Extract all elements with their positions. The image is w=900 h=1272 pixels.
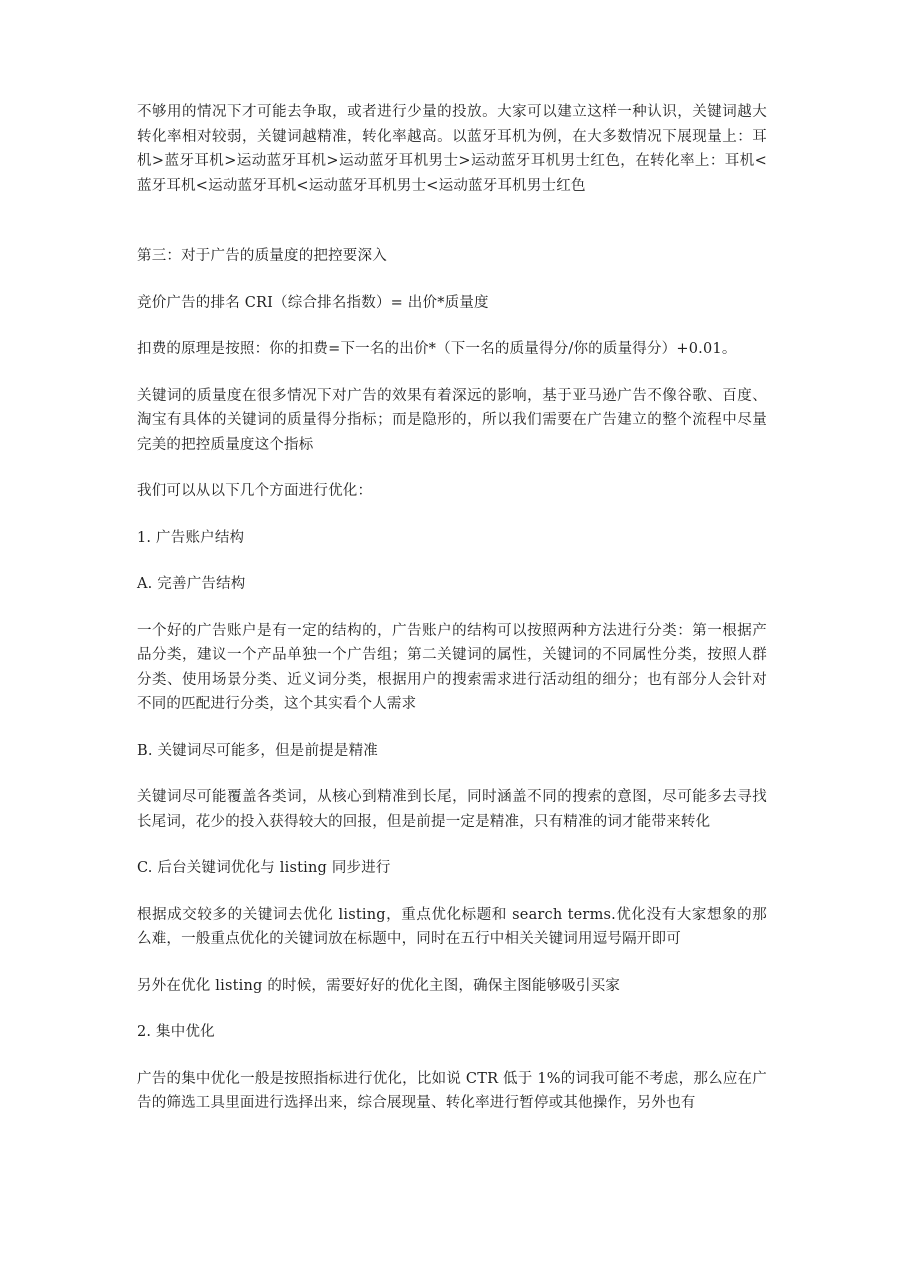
paragraph-main-image: 另外在优化 listing 的时候，需要好好的优化主图，确保主图能够吸引买家 <box>137 977 621 994</box>
document-body <box>137 100 767 1116</box>
paragraph-listing-optimization: 根据成交较多的关键词去优化 listing，重点优化标题和 search terms.优化没有大家想象的那么难，一般重点优化的关键词放在标题中，同时在五行中相关关键词用逗号隔开即可 <box>137 906 767 947</box>
paragraph-account-structure: 一个好的广告账户是有一定的结构的，广告账户的结构可以按照两种方法进行分类：第一根据产品分类，建议一个产品单独一个广告组；第二关键词的属性，关键词的不同属性分类，按照人群分类、使用场景分类、近义词分类，根据用户的搜索需求进行活动组的细分；也有部分人会针对不同的匹配进行分类，这个其实看个人需求 <box>137 622 767 712</box>
paragraph-keyword-coverage: 关键词尽可能覆盖各类词，从核心到精准到长尾，同时涵盖不同的搜索的意图，尽可能多去寻找长尾词，花少的投入获得较大的回报，但是前提一定是精准，只有精准的词才能带来转化 <box>137 789 767 830</box>
subheading-keywords-precise: B. 关键词尽可能多，但是前提是精准 <box>137 742 378 759</box>
paragraph-keyword-conversion: 不够用的情况下才可能去争取，或者进行少量的投放。大家可以建立这样一种认识，关键词越大转化率相对较弱，关键词越精准，转化率越高。以蓝牙耳机为例，在大多数情况下展现量上：耳机>蓝牙耳机>运动蓝牙耳机>运动蓝牙耳机男士>运动蓝牙耳机男士红色，在转化率上：耳机<蓝牙耳机<运动蓝牙耳机<运动蓝牙耳机男士<运动蓝牙耳机男士红色 <box>137 104 767 194</box>
list-heading-focused-optimization: 2. 集中优化 <box>137 1024 215 1040</box>
paragraph-cri-formula: 竞价广告的排名 CRI（综合排名指数）= 出价*质量度 <box>137 294 489 311</box>
list-heading-account-structure: 1. 广告账户结构 <box>137 529 245 546</box>
subheading-listing-sync: C. 后台关键词优化与 listing 同步进行 <box>137 860 391 876</box>
section-heading-quality-score: 第三：对于广告的质量度的把控要深入 <box>137 248 387 264</box>
paragraph-charging-formula: 扣费的原理是按照：你的扣费=下一名的出价*（下一名的质量得分/你的质量得分）+0.01。 <box>137 341 737 357</box>
paragraph-optimization-intro: 我们可以从以下几个方面进行优化： <box>137 483 373 499</box>
paragraph-focused-optimization: 广告的集中优化一般是按照指标进行优化，比如说 CTR 低于 1%的词我可能不考虑，那么应在广告的筛选工具里面进行选择出来，综合展现量、转化率进行暂停或其他操作，另外也有 <box>137 1070 767 1111</box>
subheading-ad-structure: A. 完善广告结构 <box>137 576 246 592</box>
paragraph-quality-score-importance: 关键词的质量度在很多情况下对广告的效果有着深远的影响，基于亚马逊广告不像谷歌、百度、淘宝有具体的关键词的质量得分指标；而是隐形的，所以我们需要在广告建立的整个流程中尽量完美的把控质量度这个指标 <box>137 387 767 453</box>
